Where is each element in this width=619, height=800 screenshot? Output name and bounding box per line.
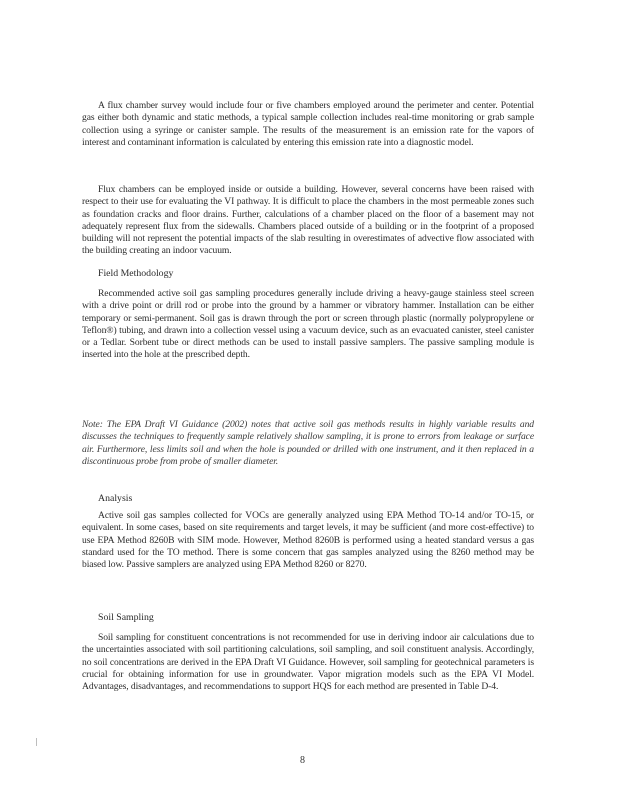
paragraph-guidance-note: Note: The EPA Draft VI Guidance (2002) notes that active soil gas methods results in highly variable results and discusses the techniques to frequently sample relatively shallow sampling, it is prone to errors from leakage or surface air. Furthermore, less limits soil and when the hole is pounded or drilled with one instrument, and it then replaced in a discontinuous probe from probe of smaller diameter. (82, 419, 534, 467)
paragraph-flux-chamber-concerns: Flux chambers can be employed inside or outside a building. However, several concerns have been raised with respect to their use for evaluating the VI pathway. It is difficult to place the chambers in the most permeable zones such as foundation cracks and floor drains. Further, calculations of a chamber placed on the floor of a basement may not adequately represent flux from the sidewalls. Chambers placed outside of a building or in the footprint of a proposed building will not represent the potential impacts of the slab resulting in overestimates of advective flow associated with the building creating an indoor vacuum. (82, 184, 534, 257)
paragraph-soil-sampling: Soil sampling for constituent concentrations is not recommended for use in deriving indoor air calculations due to the uncertainties associated with soil partitioning calculations, soil sampling, and soil constituent analysis. Accordingly, no soil concentrations are derived in the EPA Draft VI Guidance. However, soil sampling for geotechnical parameters is crucial for obtaining information for use in groundwater. Vapor migration models such as the EPA VI Model. Advantages, disadvantages, and recommendations to support HQS for each method are presented in Table D-4. (82, 632, 534, 693)
margin-mark (36, 738, 37, 746)
heading-analysis: Analysis (98, 493, 133, 504)
heading-field-methodology: Field Methodology (98, 268, 174, 279)
paragraph-analysis: Active soil gas samples collected for VOCs are generally analyzed using EPA Method TO-14 and/or TO-15, or equivalent. In some cases, based on site requirements and target levels, it may be sufficient (and more cost-effective) to use EPA Method 8260B with SIM mode. However, Method 8260B is performed using a heated standard versus a gas standard used for the TO method. There is some concern that gas samples analyzed using the 8260 method may be biased low. Passive samplers are analyzed using EPA Method 8260 or 8270. (82, 510, 534, 571)
paragraph-flux-chamber-survey: A flux chamber survey would include four or five chambers employed around the perimeter and center. Potential gas either both dynamic and static methods, a typical sample collection includes real-time monitoring or grab sample collection using a syringe or canister sample. The results of the measurement is an emission rate for the vapors of interest and contaminant information is calculated by entering this emission rate into a diagnostic model. (82, 100, 534, 148)
paragraph-field-methodology: Recommended active soil gas sampling procedures generally include driving a heavy-gauge stainless steel screen with a drive point or drill rod or probe into the ground by a hammer or vibratory hammer. Installation can be either temporary or semi-permanent. Soil gas is drawn through the port or screen through plastic (normally polypropylene or Teflon®) tubing, and drawn into a collection vessel using a vacuum device, such as an evacuated canister, steel canister or a Tedlar. Sorbent tube or direct methods can be used to install passive samplers. The passive sampling module is inserted into the hole at the prescribed depth. (82, 288, 534, 361)
heading-soil-sampling: Soil Sampling (98, 612, 154, 623)
page-number: 8 (300, 755, 305, 766)
